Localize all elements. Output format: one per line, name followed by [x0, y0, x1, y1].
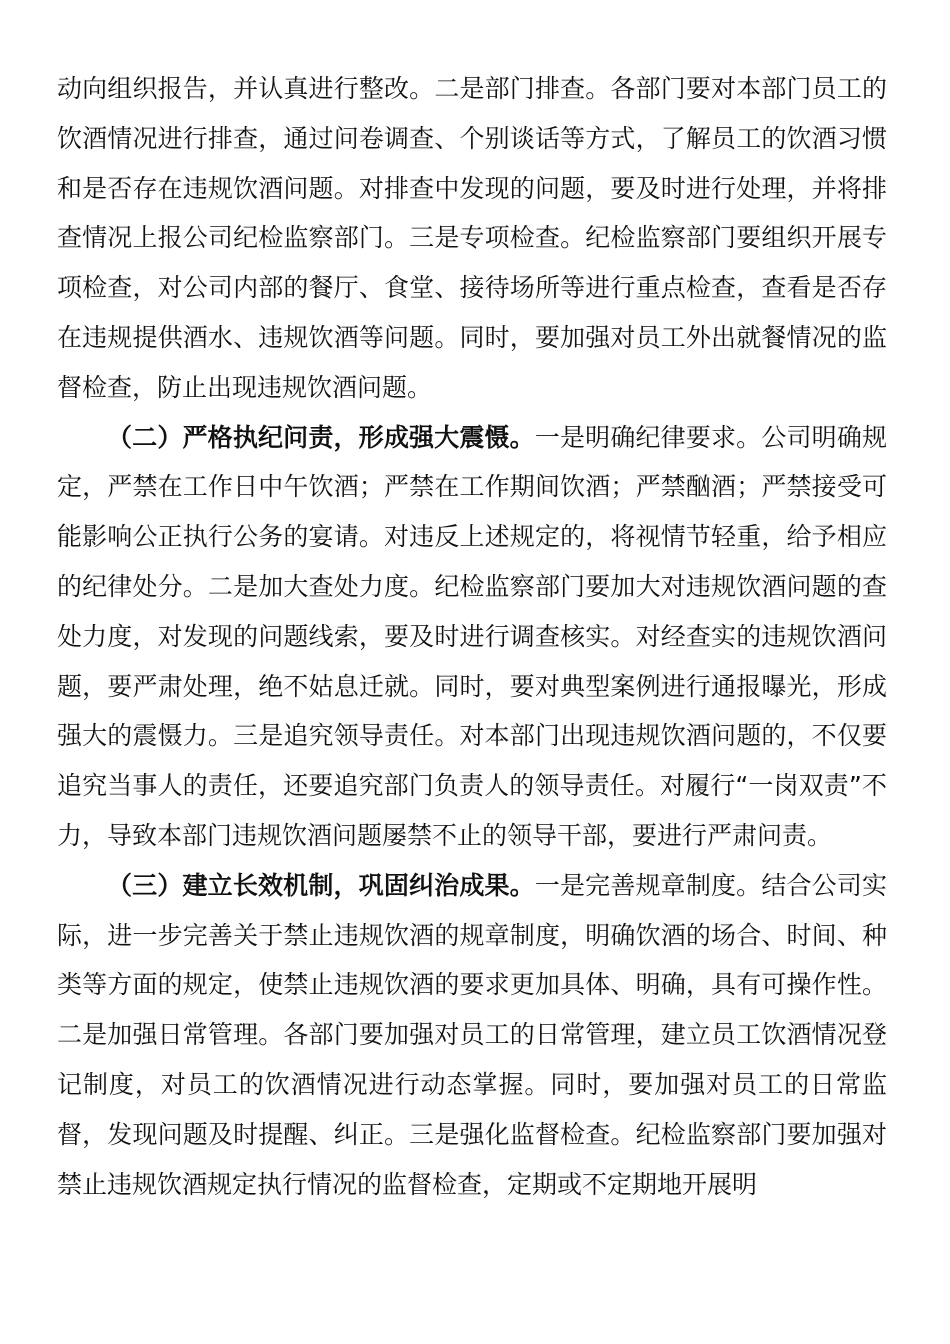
paragraph-2-text: 一是明确纪律要求。公司明确规定，严禁在工作日中午饮酒；严禁在工作期间饮酒；严禁酗酒；严禁接受可能影响公正执行公务的宴请。对违反上述规定的，将视情节轻重，给予相应的纪律处分。二是加大查处力度。纪检监察部门要加大对违规饮酒问题的查处力度，对发现的问题线索，要及时进行调查核实。对经查实的违规饮酒问题，要严肃处理，绝不姑息迁就。同时，要对典型案例进行通报曝光，形成强大的震慑力。三是追究领导责任。对本部门出现违规饮酒问题的，不仅要追究当事人的责任，还要追究部门负责人的领导责任。对履行“一岗双责”不力，导致本部门违规饮酒问题屡禁不止的领导干部，要进行严肃问责。 — [57, 422, 887, 850]
section-2-heading: （二）严格执纪问责，形成强大震慑。 — [107, 422, 535, 452]
paragraph-3-text: 一是完善规章制度。结合公司实际，进一步完善关于禁止违规饮酒的规章制度，明确饮酒的场合、时间、种类等方面的规定，使禁止违规饮酒的要求更加具体、明确，具有可操作性。二是加强日常管理。各部门要加强对员工的日常管理，建立员工饮酒情况登记制度，对员工的饮酒情况进行动态掌握。同时，要加强对员工的日常监督，发现问题及时提醒、纠正。三是强化监督检查。纪检监察部门要加强对禁止违规饮酒规定执行情况的监督检查，定期或不定期地开展明 — [57, 870, 887, 1199]
paragraph-3 — [57, 861, 887, 1210]
document-page — [57, 64, 887, 1209]
paragraph-1-text: 动向组织报告，并认真进行整改。二是部门排查。各部门要对本部门员工的饮酒情况进行排查，通过问卷调查、个别谈话等方式，了解员工的饮酒习惯和是否存在违规饮酒问题。对排查中发现的问题，要及时进行处理，并将排查情况上报公司纪检监察部门。三是专项检查。纪检监察部门要组织开展专项检查，对公司内部的餐厅、食堂、接待场所等进行重点检查，查看是否存在违规提供酒水、违规饮酒等问题。同时，要加强对员工外出就餐情况的监督检查，防止出现违规饮酒问题。 — [57, 74, 887, 402]
paragraph-1 — [57, 64, 887, 413]
section-3-heading: （三）建立长效机制，巩固纠治成果。 — [107, 870, 535, 900]
paragraph-2 — [57, 413, 887, 861]
